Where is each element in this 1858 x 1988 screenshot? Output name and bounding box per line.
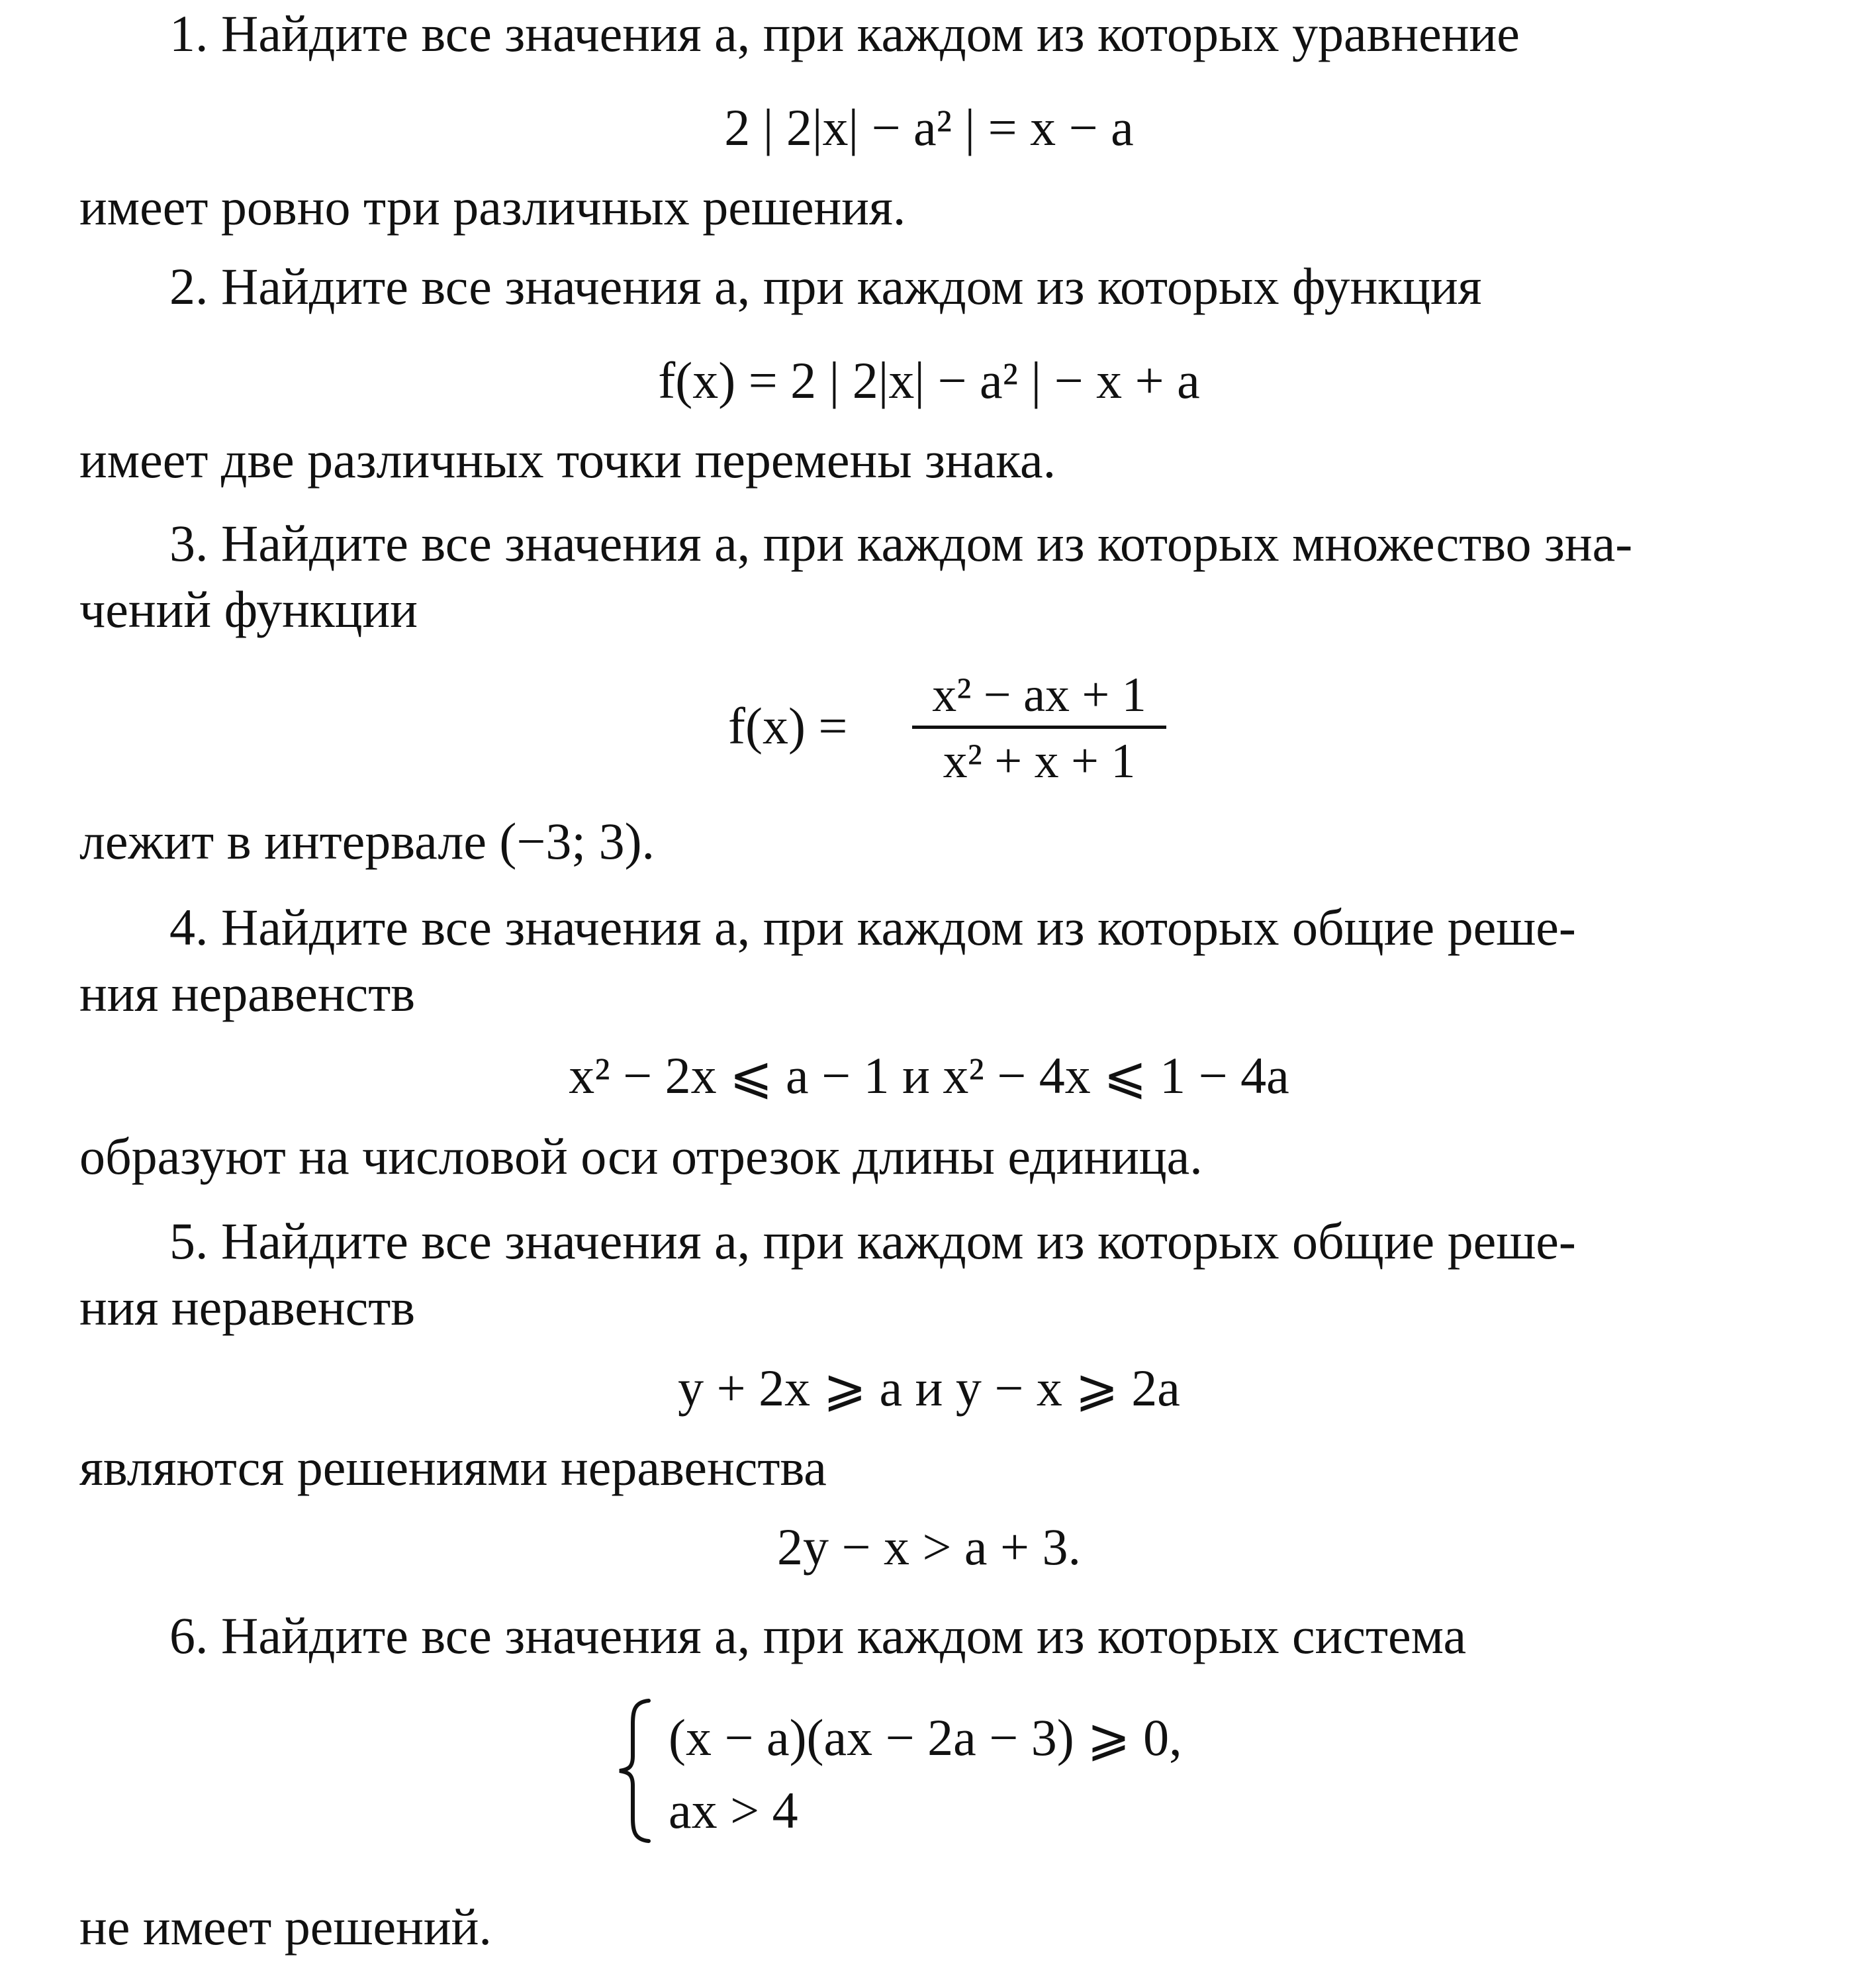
problem-4-statement-line-1: 4. Найдите все значения a, при каждом из которых общие реше-	[169, 898, 1576, 956]
problem-3-function-lhs: f(x) =	[728, 697, 848, 755]
problem-5-statement-line-1: 5. Найдите все значения a, при каждом из которых общие реше-	[169, 1212, 1576, 1270]
problem-3-statement-line-1: 3. Найдите все значения a, при каждом из которых множество зна-	[169, 514, 1633, 572]
problem-5-middle-text: являются решениями неравенства	[79, 1439, 827, 1496]
system-brace-icon	[614, 1698, 654, 1844]
problem-5-inequalities: y + 2x ⩾ a и y − x ⩾ 2a	[678, 1359, 1180, 1417]
problem-2-statement: 2. Найдите все значения a, при каждом из которых функция	[169, 258, 1482, 315]
problem-6-system-equation-1: (x − a)(ax − 2a − 3) ⩾ 0,	[669, 1709, 1182, 1766]
problem-1-statement: 1. Найдите все значения a, при каждом из которых уравнение	[169, 5, 1520, 62]
problem-3-numerator: x² − ax + 1	[932, 668, 1146, 722]
problem-5-statement-line-2: ния неравенств	[79, 1278, 416, 1336]
problem-3-statement-line-2: чений функции	[79, 581, 418, 638]
problem-6-statement: 6. Найдите все значения a, при каждом из которых система	[169, 1607, 1467, 1664]
problem-4-inequalities: x² − 2x ⩽ a − 1 и x² − 4x ⩽ 1 − 4a	[569, 1047, 1289, 1104]
problem-1-conclusion: имеет ровно три различных решения.	[79, 178, 906, 236]
problem-6-conclusion: не имеет решений.	[79, 1898, 492, 1956]
problem-1-equation: 2 | 2|x| − a² | = x − a	[724, 99, 1134, 156]
fraction-bar	[912, 726, 1166, 729]
problem-2-function: f(x) = 2 | 2|x| − a² | − x + a	[658, 352, 1200, 409]
problem-2-conclusion: имеет две различных точки перемены знака.	[79, 431, 1056, 489]
problem-6-system-equation-2: ax > 4	[669, 1781, 798, 1839]
problem-3-denominator: x² + x + 1	[943, 734, 1136, 788]
problem-4-conclusion: образуют на числовой оси отрезок длины единица.	[79, 1127, 1203, 1185]
problem-3-conclusion: лежит в интервале (−3; 3).	[79, 812, 655, 870]
problem-5-target-inequality: 2y − x > a + 3.	[776, 1518, 1082, 1576]
problem-4-statement-line-2: ния неравенств	[79, 965, 416, 1022]
